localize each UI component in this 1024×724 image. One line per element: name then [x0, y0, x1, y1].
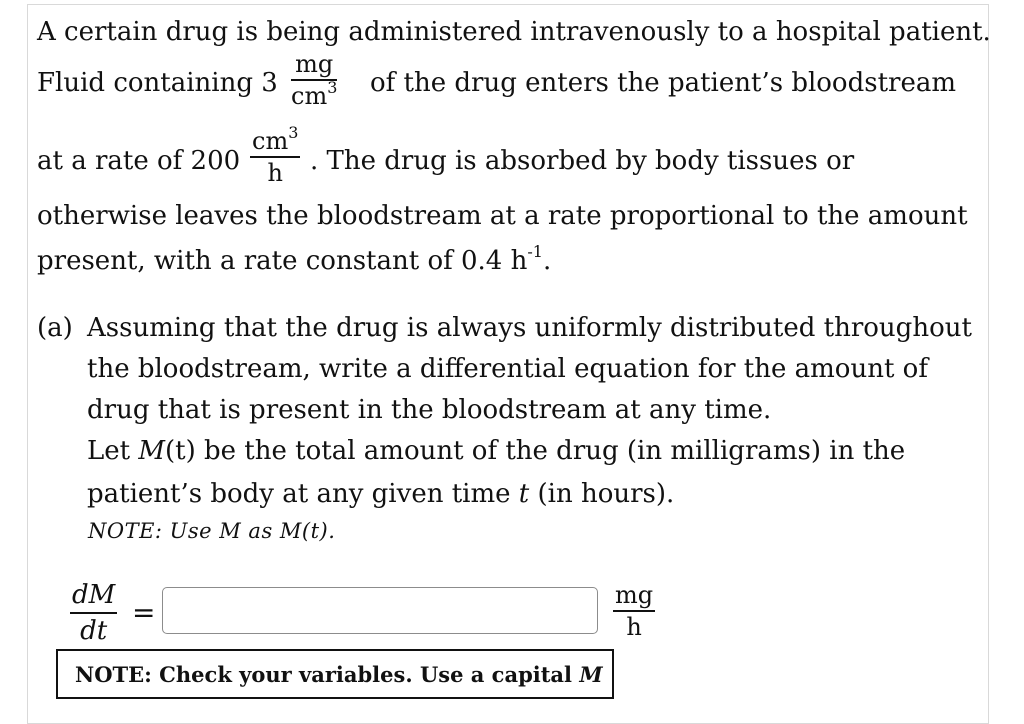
part-a-line-5: patient’s body at any given time t (in hours). — [87, 479, 675, 509]
rate-fraction — [250, 123, 300, 187]
answer-input[interactable] — [162, 587, 598, 634]
equals-sign: = — [132, 596, 156, 629]
part-a-line-2: the bloodstream, write a differential equation for the amount of — [87, 354, 928, 384]
problem-line-3-suffix: . The drug is absorbed by body tissues or — [310, 146, 855, 176]
concentration-denominator: $cm^3$ — [291, 77, 338, 110]
problem-line-4: otherwise leaves the bloodstream at a rate proportional to the amount — [37, 201, 968, 231]
problem-line-1: A certain drug is being administered intravenously to a hospital patient. — [37, 17, 991, 47]
problem-line-2-prefix: Fluid containing 3 — [37, 68, 278, 98]
dt-denominator: dt — [80, 615, 108, 646]
note-variable: M — [579, 661, 603, 687]
unit-numerator: mg — [615, 581, 654, 609]
rate-denominator: h — [267, 158, 283, 187]
concentration-fraction — [291, 51, 337, 109]
unit-fraction — [613, 582, 655, 640]
problem-line-3-prefix: at a rate of 200 — [37, 146, 241, 176]
problem-line-2-suffix: of the drug enters the patient’s bloodstream — [370, 68, 956, 98]
check-variables-note — [56, 649, 614, 699]
dm-dt-fraction — [70, 580, 117, 646]
problem-line-5: present, with a rate constant of 0.4 $h^{-1}$. — [37, 242, 552, 276]
part-a-label: (a) — [37, 313, 73, 343]
unit-denominator: h — [626, 612, 642, 641]
concentration-numerator: mg — [295, 50, 334, 78]
note-text: NOTE: Check your variables. Use a capital — [75, 661, 573, 687]
use-m-note: NOTE: Use M as M(t). — [88, 519, 336, 543]
part-a-line-3: drug that is present in the bloodstream at any time. — [87, 395, 772, 425]
rate-numerator: $cm^3$ — [252, 123, 299, 155]
part-a-line-4: Let M(t) be the total amount of the drug (in milligrams) in the — [87, 436, 906, 466]
dm-numerator: dM — [72, 580, 116, 610]
part-a-line-1: Assuming that the drug is always uniformly distributed throughout — [87, 313, 972, 343]
